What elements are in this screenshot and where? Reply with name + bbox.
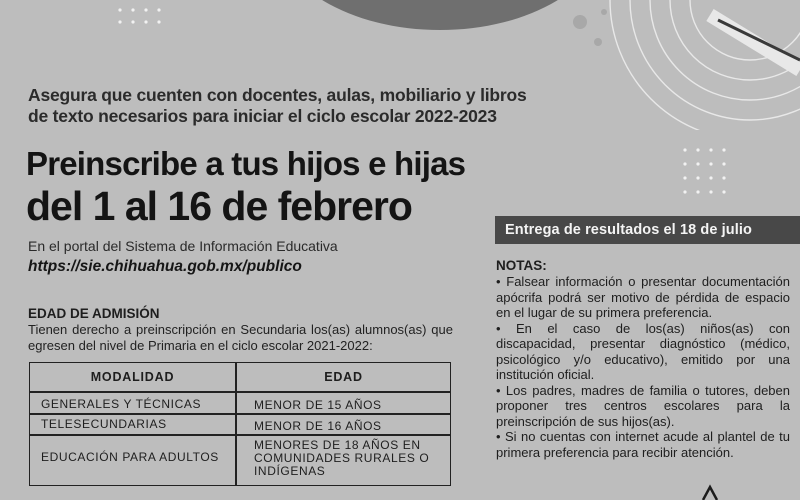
headline-line-1: Preinscribe a tus hijos e hijas	[26, 145, 466, 182]
notes-list	[496, 274, 790, 460]
results-banner: Entrega de resultados el 18 de julio	[495, 216, 800, 244]
table-cell-edad: MENORES DE 18 AÑOS EN COMUNIDADES RURALES O INDÍGENAS	[254, 438, 430, 478]
table-divider	[30, 434, 450, 436]
decorative-dots-icon	[115, 6, 175, 26]
table-divider	[30, 391, 450, 393]
table-cell-modalidad: GENERALES Y TÉCNICAS	[41, 397, 202, 411]
headline-line-2: del 1 al 16 de febrero	[26, 183, 412, 229]
decorative-bubbles-icon	[560, 0, 620, 60]
table-cell-edad: MENOR DE 15 AÑOS	[254, 398, 382, 412]
decorative-blob	[275, 0, 605, 30]
table-cell-edad: MENOR DE 16 AÑOS	[254, 419, 382, 433]
table-cell-modalidad: TELESECUNDARIAS	[41, 417, 167, 431]
note-item: • Falsear información o presentar documentación apócrifa podrá ser motivo de pérdida de espacio en el lugar de su primera preferencia.	[496, 274, 790, 320]
subtitle-line-2: de texto necesarios para iniciar el ciclo escolar 2022-2023	[28, 106, 497, 126]
subtitle-line-1: Asegura que cuenten con docentes, aulas, mobiliario y libros	[28, 85, 527, 105]
table-header-edad: EDAD	[324, 370, 363, 384]
admission-table	[29, 362, 451, 486]
table-cell-modalidad: EDUCACIÓN PARA ADULTOS	[41, 450, 219, 464]
portal-url-link[interactable]: https://sie.chihuahua.gob.mx/publico	[28, 258, 302, 275]
table-divider	[30, 413, 450, 415]
portal-text: En el portal del Sistema de Información Educativa	[28, 238, 338, 254]
decorative-rings-icon	[600, 0, 800, 130]
table-header-modalidad: MODALIDAD	[90, 370, 175, 384]
decorative-dots-icon	[680, 146, 740, 196]
decorative-arc-icon	[700, 484, 720, 500]
note-item: • Si no cuentas con internet acude al plantel de tu primera preferencia para recibir atención.	[496, 429, 790, 460]
subtitle	[28, 85, 568, 127]
note-item: • En el caso de los(as) niños(as) con discapacidad, presentar diagnóstico (médico, psicológico y/o educativo), emitido por una institución oficial.	[496, 320, 790, 382]
admission-heading: EDAD DE ADMISIÓN	[28, 306, 160, 321]
notes-heading: NOTAS:	[496, 258, 547, 273]
admission-text: Tienen derecho a preinscripción en Secundaria los(as) alumnos(as) que egresen del nivel de Primaria en el ciclo escolar 2021-2022:	[28, 322, 453, 353]
note-item: • Los padres, madres de familia o tutores, deben proponer tres centros escolares para la preinscripción de sus hijos(as).	[496, 382, 790, 429]
